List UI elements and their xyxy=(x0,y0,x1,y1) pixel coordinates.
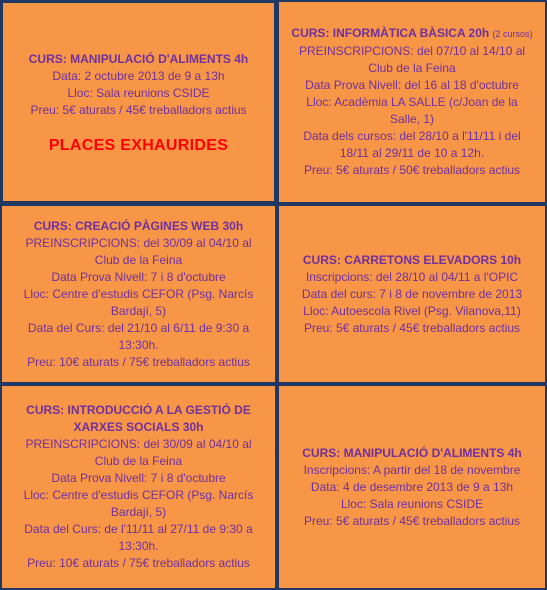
course-title: CURS: INTRODUCCIÓ A LA GESTIÓ DE xyxy=(26,403,251,417)
course-level-test: Data Prova Nivell: 7 i 8 d'octubre xyxy=(51,471,226,485)
course-registration-place: Club de la Feina xyxy=(94,454,183,468)
course-cell-forklifts xyxy=(277,204,547,384)
course-registration: PREINSCRIPCIONS: del 07/10 al 14/10 al xyxy=(298,44,526,58)
course-cell-social-networks xyxy=(0,384,277,590)
course-cell-food-handling-oct xyxy=(0,0,277,204)
course-price: Preu: 5€ aturats / 50€ treballadors actius xyxy=(303,163,521,177)
course-price: Preu: 10€ aturats / 75€ treballadors actius xyxy=(27,556,250,570)
course-title-note: (2 cursos) xyxy=(492,29,533,39)
sold-out-notice: PLACES EXHAURIDES xyxy=(48,136,229,154)
course-title-line xyxy=(291,25,532,43)
course-registration: Inscripcions: A partir del 18 de novembre xyxy=(303,462,521,477)
course-price: Preu: 10€ aturats / 75€ treballadors actius xyxy=(27,354,250,369)
course-dates-cont: 13:30h. xyxy=(118,337,159,352)
course-registration-place: Club de la Feina xyxy=(368,61,456,75)
course-location: Lloc: Acadèmia LA SALLE (c/Joan de la xyxy=(306,95,518,109)
course-location: Lloc: Centre d'estudis CEFOR (Psg. Narcís xyxy=(23,286,254,301)
course-title: CURS: CREACIÓ PÀGINES WEB 30h xyxy=(33,218,244,233)
course-title: CURS: INFORMÀTICA BÀSICA 20h xyxy=(291,26,490,40)
course-cell-basic-computing xyxy=(277,0,547,204)
course-price: Preu: 5€ aturats / 45€ treballadors actius xyxy=(303,513,521,528)
course-title-cont: XARXES SOCIALS 30h xyxy=(73,420,204,434)
course-title: CURS: MANIPULACIÓ D'ALIMENTS 4h xyxy=(302,445,522,460)
course-location: Lloc: Centre d'estudis CEFOR (Psg. Narcís xyxy=(23,488,254,502)
course-price: Preu: 5€ aturats / 45€ treballadors actius xyxy=(303,320,521,335)
course-cell-food-handling-dec xyxy=(277,384,547,590)
course-location: Lloc: Sala reunions CSIDE xyxy=(67,85,210,100)
course-location: Lloc: Sala reunions CSIDE xyxy=(340,496,484,511)
course-dates: Data dels cursos: del 28/10 a l'11/11 i del xyxy=(303,129,521,143)
course-dates: Data del Curs: de l'11/11 al 27/11 de 9:30 a xyxy=(24,522,253,536)
course-level-test: Data Prova Nivell: del 16 al 18 d'octubre xyxy=(305,78,519,92)
course-dates-cont: 18/11 al 29/11 de 10 a 12h. xyxy=(339,146,485,160)
course-registration: PREINSCRIPCIONS: del 30/09 al 04/10 al xyxy=(25,437,252,451)
course-registration-place: Club de la Feina xyxy=(94,252,183,267)
course-dates: Data del curs: 7 i 8 de novembre de 2013 xyxy=(301,286,523,301)
course-location-cont: Bardají, 5) xyxy=(110,303,167,318)
course-cell-web-pages xyxy=(0,204,277,384)
course-title: CURS: CARRETONS ELEVADORS 10h xyxy=(302,252,522,267)
course-location-cont: Salle, 1) xyxy=(389,112,435,126)
course-price: Preu: 5€ aturats / 45€ treballadors actius xyxy=(30,102,247,117)
course-title: CURS: MANIPULACIÓ D'ALIMENTS 4h xyxy=(28,51,249,66)
course-date: Data: 2 octubre 2013 de 9 a 13h xyxy=(52,68,225,83)
course-registration: PREINSCRIPCIONS: del 30/09 al 04/10 al xyxy=(25,235,252,250)
course-date: Data: 4 de desembre 2013 de 9 a 13h xyxy=(310,479,514,494)
course-dates-cont: 13:30h. xyxy=(118,539,159,553)
course-level-test: Data Prova Nivell: 7 i 8 d'octubre xyxy=(51,269,226,284)
course-dates: Data del Curs: del 21/10 al 6/11 de 9:30 a xyxy=(27,320,250,335)
course-location-cont: Bardají, 5) xyxy=(110,505,167,519)
course-registration: Inscripcions: del 28/10 al 04/11 a l'OPIC xyxy=(305,269,519,284)
course-location: Lloc: Autoescola Rivel (Psg. Vilanova,11) xyxy=(303,303,521,318)
